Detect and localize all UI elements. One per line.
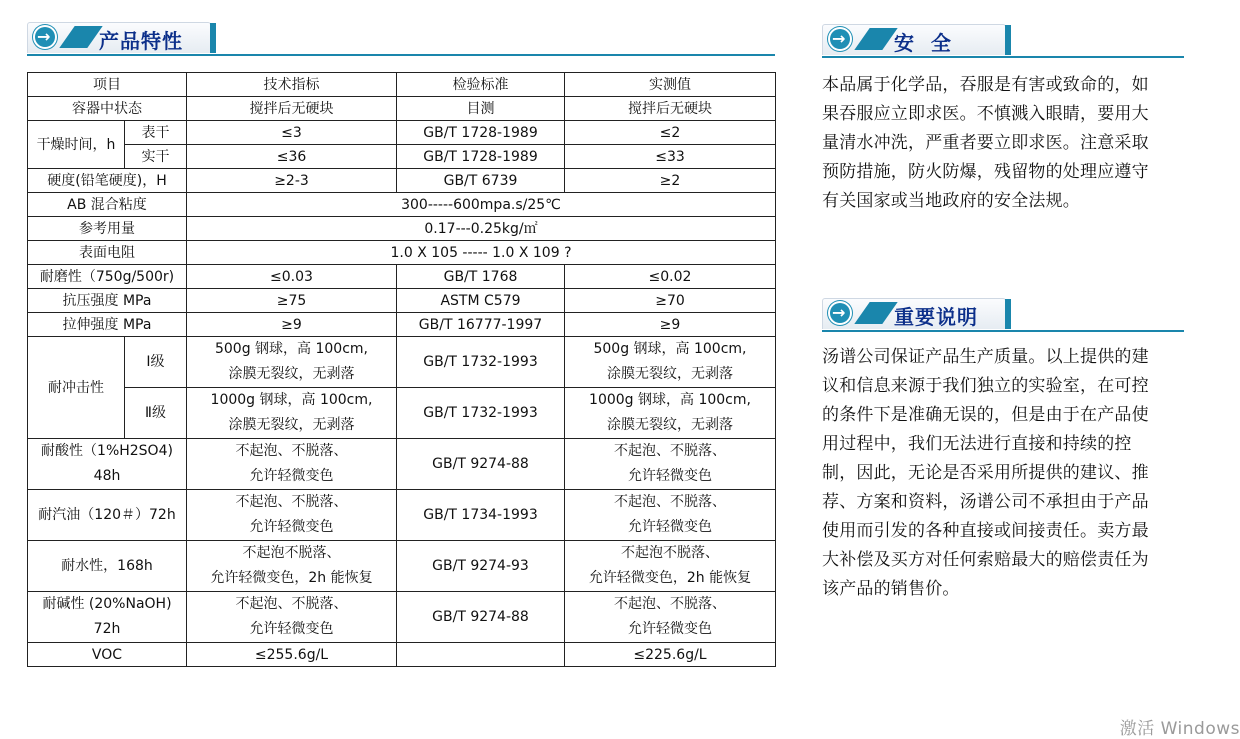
arrow-circle-icon — [828, 301, 852, 325]
table-row: 干燥时间，h 表干 ≤3 GB/T 1728-1989 ≤2 — [28, 121, 776, 145]
activate-windows-watermark: 激活 Windows — [1119, 719, 1240, 739]
table-row: 硬度(铅笔硬度)，H ≥2-3 GB/T 6739 ≥2 — [28, 169, 776, 193]
table-row: 参考用量 0.17---0.25kg/㎡ — [28, 217, 776, 241]
header-standard: 检验标准 — [397, 73, 565, 97]
safety-title: 安 全 — [894, 31, 952, 55]
table-header-row — [28, 73, 776, 97]
table-row: VOC ≤255.6g/L ≤225.6g/L — [28, 643, 776, 667]
table-row: 表面电阻 1.0 X 105 ----- 1.0 X 109 ? — [28, 241, 776, 265]
table-row: 耐汽油（120＃）72h 不起泡、不脱落、 允许轻微变色 GB/T 1734-1993 不起泡、不脱落、 允许轻微变色 — [28, 490, 776, 541]
properties-title: 产品特性 — [99, 29, 183, 53]
header-item: 项目 — [28, 73, 187, 97]
header-spec: 技术指标 — [187, 73, 397, 97]
table-row: 拉伸强度 MPa ≥9 GB/T 16777-1997 ≥9 — [28, 313, 776, 337]
table-row: 耐酸性（1%H2SO4) 48h 不起泡、不脱落、 允许轻微变色 GB/T 9274-88 不起泡、不脱落、 允许轻微变色 — [28, 439, 776, 490]
notice-text: 汤谱公司保证产品生产质量。以上提供的建 议和信息来源于我们独立的实验室，在可控 的条件下是准确无误的，但是由于在产品使 用过程中，我们无法进行直接和持续的控 制，因此，无论是否采用所提供的建议、推 荐、方案和资料，汤谱公司不承担由于产品 使用而引发的各种直接或间接责任。卖方最 大补偿及买方对任何索赔最大的赔偿责任为 该产品的销售价。 — [822, 347, 1149, 599]
notice-banner — [822, 298, 1184, 332]
safety-banner — [822, 24, 1184, 58]
table-row: 耐碱性 (20%NaOH) 72h 不起泡、不脱落、 允许轻微变色 GB/T 9274-88 不起泡、不脱落、 允许轻微变色 — [28, 592, 776, 643]
notice-title: 重要说明 — [894, 305, 978, 329]
table-row: Ⅱ级 1000g 钢球，高 100cm, 涂膜无裂纹，无剥落 GB/T 1732-1993 1000g 钢球，高 100cm, 涂膜无裂纹，无剥落 — [28, 388, 776, 439]
table-row: 实干 ≤36 GB/T 1728-1989 ≤33 — [28, 145, 776, 169]
arrow-circle-icon — [33, 25, 57, 49]
spec-table — [27, 72, 776, 667]
arrow-circle-icon — [828, 27, 852, 51]
table-row: 耐冲击性 Ⅰ级 500g 钢球，高 100cm, 涂膜无裂纹，无剥落 GB/T 1732-1993 500g 钢球，高 100cm, 涂膜无裂纹，无剥落 — [28, 337, 776, 388]
table-row: 容器中状态 搅拌后无硬块 目测 搅拌后无硬块 — [28, 97, 776, 121]
table-row: 耐水性，168h 不起泡不脱落、 允许轻微变色，2h 能恢复 GB/T 9274-93 不起泡不脱落、 允许轻微变色，2h 能恢复 — [28, 541, 776, 592]
table-row: AB 混合粘度 300-----600mpa.s/25℃ — [28, 193, 776, 217]
header-measured: 实测值 — [565, 73, 776, 97]
safety-text: 本品属于化学品，吞服是有害或致命的，如 果吞服应立即求医。不慎溅入眼睛，要用大 量清水冲洗，严重者要立即求医。注意采取 预防措施，防火防爆，残留物的处理应遵守 有关国家或当地政府的安全法规。 — [822, 75, 1149, 211]
table-row: 耐磨性（750g/500r) ≤0.03 GB/T 1768 ≤0.02 — [28, 265, 776, 289]
properties-banner — [27, 22, 775, 56]
table-row: 抗压强度 MPa ≥75 ASTM C579 ≥70 — [28, 289, 776, 313]
